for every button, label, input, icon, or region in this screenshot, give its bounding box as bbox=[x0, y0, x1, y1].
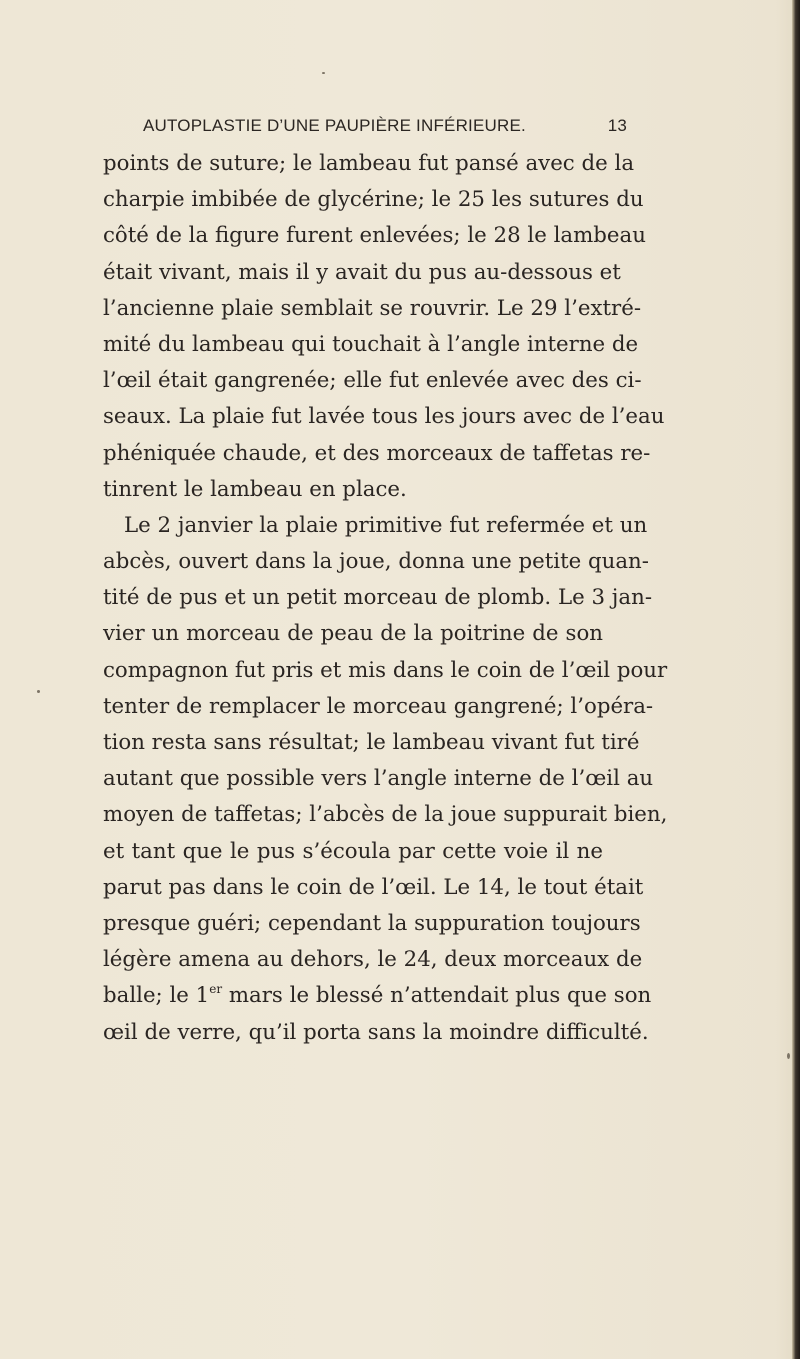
paper-speck bbox=[322, 72, 325, 74]
text-line: était vivant, mais il y avait du pus au-dessous et bbox=[103, 259, 621, 285]
paragraph-start-line: Le 2 janvier la plaie primitive fut refermée et un bbox=[124, 512, 648, 538]
page-number: 13 bbox=[607, 116, 627, 135]
text-line: presque guéri; cependant la suppuration toujours bbox=[103, 910, 641, 936]
text-line: seaux. La plaie fut lavée tous les jours avec de l’eau bbox=[103, 404, 665, 430]
paragraph-end-line: tinrent le lambeau en place. bbox=[103, 476, 407, 502]
text-line: points de suture; le lambeau fut pansé avec de la bbox=[103, 151, 635, 176]
text-line: l’ancienne plaie semblait se rouvrir. Le 29 l’extré- bbox=[103, 295, 642, 321]
line-segment: balle; le 1 bbox=[103, 983, 210, 1009]
paper-speck bbox=[787, 1053, 790, 1059]
text-line: et tant que le pus s’écoula par cette voie il ne bbox=[103, 838, 603, 864]
text-line: autant que possible vers l’angle interne de l’œil au bbox=[103, 766, 654, 792]
text-line: mité du lambeau qui touchait à l’angle interne de bbox=[103, 331, 639, 357]
running-title: AUTOPLASTIE D’UNE PAUPIÈRE INFÉRIEURE. bbox=[143, 116, 526, 135]
text-line-with-superscript bbox=[103, 978, 652, 1014]
text-line: charpie imbibée de glycérine; le 25 les sutures du bbox=[103, 187, 644, 213]
text-line: abcès, ouvert dans la joue, donna une petite quan- bbox=[103, 549, 649, 575]
running-head bbox=[103, 116, 627, 140]
body-text bbox=[103, 146, 668, 1051]
page-edge-shadow bbox=[792, 0, 800, 1359]
line-segment: mars le blessé n’attendait plus que son bbox=[222, 983, 652, 1009]
paragraph-end-line: œil de verre, qu’il porta sans la moindre difficulté. bbox=[103, 1019, 649, 1045]
text-line: tion resta sans résultat; le lambeau vivant fut tiré bbox=[103, 730, 640, 755]
text-line: vier un morceau de peau de la poitrine de son bbox=[103, 621, 603, 647]
text-line: tenter de remplacer le morceau gangrené; l’opéra- bbox=[103, 693, 654, 719]
paper-speck bbox=[37, 690, 40, 693]
ordinal-superscript: er bbox=[209, 982, 223, 997]
text-line: l’œil était gangrenée; elle fut enlevée avec des ci- bbox=[103, 368, 642, 394]
text-line: parut pas dans le coin de l’œil. Le 14, le tout était bbox=[103, 874, 644, 900]
text-line: compagnon fut pris et mis dans le coin de l’œil pour bbox=[103, 657, 668, 683]
text-line: moyen de taffetas; l’abcès de la joue suppurait bien, bbox=[103, 802, 668, 828]
text-line: côté de la figure furent enlevées; le 28 le lambeau bbox=[103, 223, 646, 249]
text-line: tité de pus et un petit morceau de plomb. Le 3 jan- bbox=[103, 585, 653, 611]
text-line: phéniquée chaude, et des morceaux de taffetas re- bbox=[103, 440, 651, 466]
text-line: légère amena au dehors, le 24, deux morceaux de bbox=[103, 947, 643, 973]
